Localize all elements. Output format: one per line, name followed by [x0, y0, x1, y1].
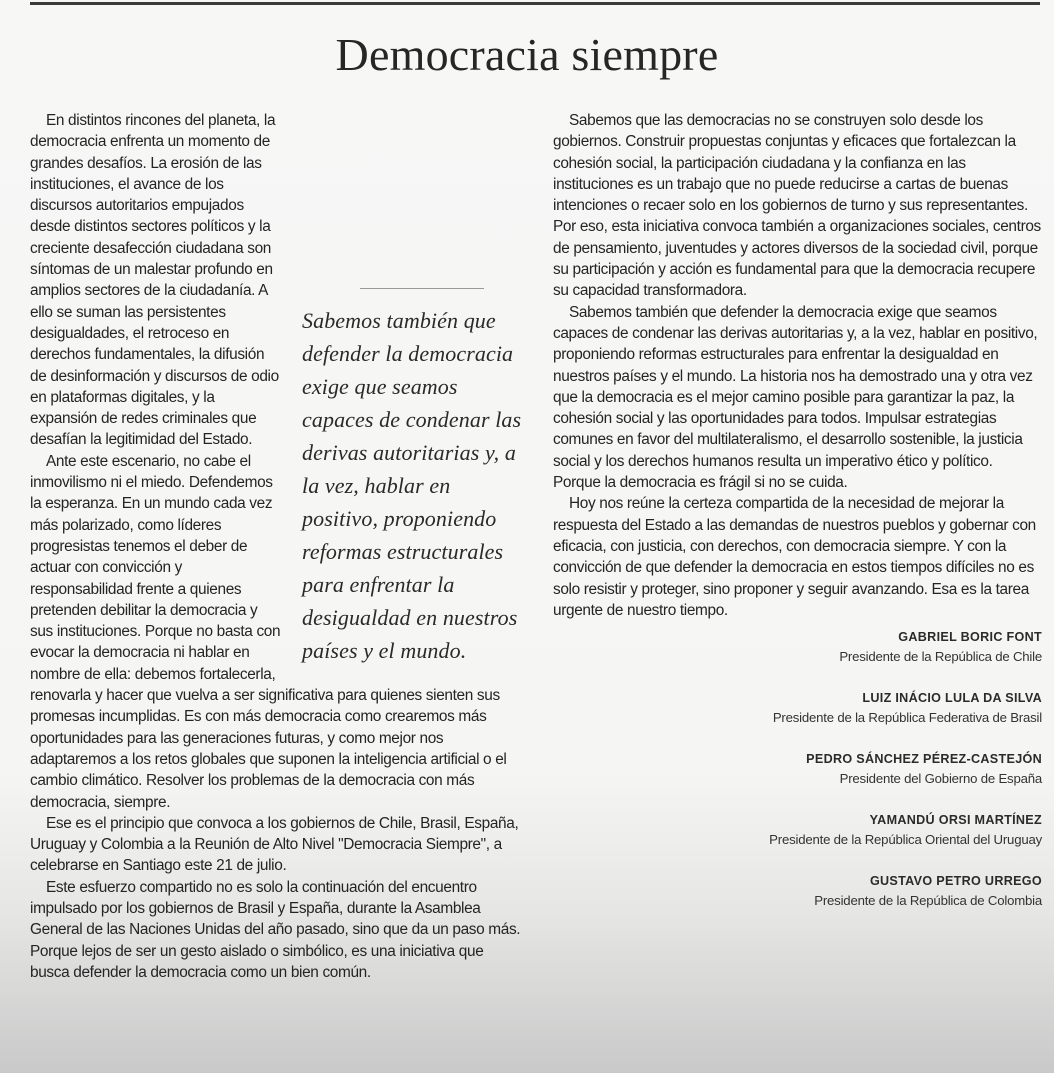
article-title: Democracia siempre	[335, 29, 719, 80]
left-column	[30, 110, 524, 983]
signatory-title: Presidente del Gobierno de España	[839, 771, 1042, 787]
paragraph: Sabemos que las democracias no se construyen solo desde los gobiernos. Construir propuestas conjuntas y eficaces que fortalezcan la cohesión social, la participación ciudadana y la confianza en las instituciones es un trabajo que no puede reducirse a cartas de buenas intenciones o recaer solo en los gobiernos de turno y sus representantes. Por eso, esta iniciativa convoca también a organizaciones sociales, centros de pensamiento, juventudes y actores diversos de la sociedad civil, porque su participación y acción es fundamental para que la democracia recupere su capacidad transformadora.	[553, 112, 1041, 300]
signatory-title: Presidente de la República de Colombia	[814, 893, 1042, 909]
paragraph: En distintos rincones del planeta, la democracia enfrenta un momento de grandes desafíos. La erosión de las instituciones, el avance de los discursos autoritarios empujados desde distintos sectores políticos y la creciente desafección ciudadana son síntomas de un malestar profundo en amplios sectores de la ciudadanía. A ello se suman las persistentes desigualdades, el retroceso en derechos fundamentales, la difusión de desinformación y discursos de odio en plataformas digitales, y la expansión de redes criminales que desafían la legitimidad del Estado.	[30, 112, 279, 449]
signatory-title: Presidente de la República de Chile	[839, 649, 1042, 665]
signatory-name: GUSTAVO PETRO URREGO	[869, 874, 1042, 889]
signatory-title: Presidente de la República Oriental del Uruguay	[769, 832, 1042, 848]
signatory-name: GABRIEL BORIC FONT	[898, 630, 1042, 645]
top-rule	[30, 2, 1040, 5]
paragraph: Hoy nos reúne la certeza compartida de la necesidad de mejorar la respuesta del Estado a las demandas de nuestros pueblos y gobernar con eficacia, con justicia, con derechos, con democracia siempre. Y con la convicción de que defender la democracia en estos tiempos difíciles no es solo resistir y proteger, sino proponer y seguir avanzando. Esa es la tarea urgente de nuestro tiempo.	[553, 495, 1036, 619]
signatory-name: PEDRO SÁNCHEZ PÉREZ-CASTEJÓN	[806, 752, 1042, 767]
paragraph: Ese es el principio que convoca a los gobiernos de Chile, Brasil, España, Uruguay y Colombia a la Reunión de Alto Nivel "Democracia Siempre", a celebrarse en Santiago este 21 de julio.	[30, 814, 519, 875]
signature	[553, 871, 1042, 911]
signature-block	[553, 627, 1042, 911]
signature	[553, 749, 1042, 789]
signatory-name: LUIZ INÁCIO LULA DA SILVA	[862, 691, 1042, 706]
paragraph: Ante este escenario, no cabe el inmovilismo ni el miedo. Defendemos la esperanza. En un mundo cada vez más polarizado, como líderes progresistas tenemos el deber de actuar con convicción y responsabilidad frente a quienes pretenden debilitar la democracia y sus instituciones. Porque no basta con evocar la democracia ni hablar en nombre de ella: debemos fortalecerla, renovarla y hacer que vuelva a ser significativa para quienes sienten sus promesas incumplidas. Es con más democracia como crearemos más oportunidades para las generaciones futuras, y como mejor nos adaptaremos a los retos globales que suponen la inteligencia artificial o el cambio climático. Resolver los problemas de la democracia con más democracia, siempre.	[30, 452, 507, 811]
pull-quote	[302, 288, 524, 667]
pull-quote-text: Sabemos también que defender la democracia exige que seamos capaces de condenar las derivas autoritarias y, a la vez, hablar en positivo, proponiendo reformas estructurales para enfrentar la desigualdad en nuestros países y el mundo.	[302, 308, 522, 663]
paragraph: Sabemos también que defender la democracia exige que seamos capaces de condenar las derivas autoritarias y, a la vez, hablar en positivo, proponiendo reformas estructurales para enfrentar la desigualdad en nuestros países y el mundo. La historia nos ha demostrado una y otra vez que la democracia es el mejor camino posible para garantizar la paz, la cohesión social y las oportunidades para todos. Impulsar estrategias comunes en favor del multilateralismo, el desarrollo sostenible, la justicia social y los derechos humanos resulta un imperativo ético y político. Porque la democracia es frágil si no se cuida.	[553, 303, 1038, 492]
right-column	[553, 110, 1042, 932]
pull-quote-rule	[360, 288, 484, 289]
signature	[553, 688, 1042, 728]
signatory-title: Presidente de la República Federativa de Brasil	[772, 710, 1042, 726]
signature	[553, 627, 1042, 667]
signatory-name: YAMANDÚ ORSI MARTÍNEZ	[869, 813, 1042, 828]
signature	[553, 810, 1042, 850]
paragraph: Este esfuerzo compartido no es solo la continuación del encuentro impulsado por los gobiernos de Brasil y España, durante la Asamblea General de las Naciones Unidas del año pasado, sino que da un paso más. Porque lejos de ser un gesto aislado o simbólico, es una iniciativa que busca defender la democracia como un bien común.	[30, 878, 521, 981]
